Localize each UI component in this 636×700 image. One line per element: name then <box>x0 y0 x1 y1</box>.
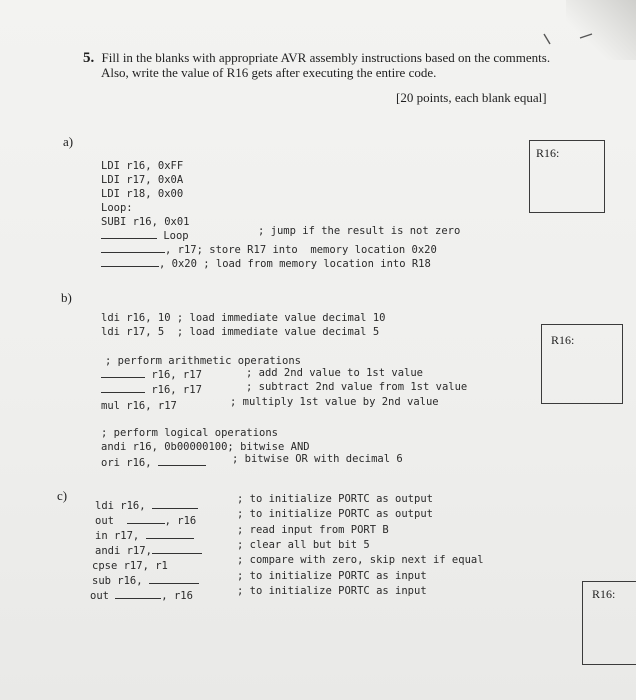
part-c-blank-row <box>92 574 199 588</box>
part-c-comment: ; to initialize PORTC as output <box>237 493 433 505</box>
part-b-label: b) <box>61 290 72 305</box>
part-c-code-fragment: in r17, <box>95 530 140 542</box>
part-a-label: a) <box>63 134 74 149</box>
answer-blank[interactable] <box>101 257 159 267</box>
part-a-code-fragment: Loop <box>163 230 189 242</box>
part-c-comment: ; to initialize PORTC as output <box>237 508 433 520</box>
part-c-blank-row <box>95 499 198 513</box>
question-number: 5. <box>83 50 95 66</box>
part-a-code-fragment: , r17; store R17 into memory location 0x20 <box>165 244 437 256</box>
part-a-code-line: LDI r17, 0x0A <box>101 174 184 186</box>
answer-blank[interactable] <box>152 499 198 509</box>
part-b-code-line: andi r16, 0b00000100; bitwise AND <box>101 441 310 453</box>
part-c-code-fragment: out <box>95 515 114 527</box>
part-b-code-fragment: r16, r17 <box>151 384 202 396</box>
answer-blank[interactable] <box>101 243 165 253</box>
question-instruction-line2: Also, write the value of R16 gets after executing the entire code. <box>101 65 437 80</box>
part-b-r16-label: R16: <box>551 333 575 347</box>
points-note: [20 points, each blank equal] <box>396 90 547 105</box>
part-c-code-fragment: sub r16, <box>92 575 143 587</box>
part-c-comment: ; to initialize PORTC as input <box>237 585 427 597</box>
part-b-blank-row <box>101 456 206 470</box>
part-c-code-line: cpse r17, r1 <box>92 560 168 572</box>
part-a-r16-label: R16: <box>536 146 560 160</box>
part-a-blank-row <box>101 229 189 243</box>
answer-blank[interactable] <box>101 383 145 393</box>
answer-blank[interactable] <box>115 589 161 599</box>
answer-blank[interactable] <box>101 229 157 239</box>
part-c-r16-label: R16: <box>592 587 616 601</box>
part-a-code-fragment: , 0x20 ; load from memory location into R18 <box>159 258 431 270</box>
part-c-blank-row <box>95 544 202 558</box>
part-b-code-line: ldi r16, 10 ; load immediate value decimal 10 <box>101 312 386 324</box>
part-b-comment: ; bitwise OR with decimal 6 <box>232 453 403 465</box>
part-b-code-line: ; perform arithmetic operations <box>105 355 301 367</box>
part-a-code-line: LDI r16, 0xFF <box>101 160 184 172</box>
part-b-code-fragment: r16, r17 <box>151 369 202 381</box>
part-a-blank-row <box>101 257 431 271</box>
pen-mark-icon <box>540 28 600 50</box>
part-b-code-fragment: ori r16, <box>101 457 152 469</box>
part-c-comment: ; compare with zero, skip next if equal <box>237 554 484 566</box>
part-b-blank-row <box>101 383 202 397</box>
part-c-code-fragment: , r16 <box>164 515 197 527</box>
part-b-blank-row <box>101 368 202 382</box>
part-a-blank-row <box>101 243 437 257</box>
part-c-blank-row <box>95 514 196 528</box>
part-a-code-line: LDI r18, 0x00 <box>101 188 184 200</box>
answer-blank[interactable] <box>146 529 194 539</box>
part-a-code-line: SUBI r16, 0x01 <box>101 216 190 228</box>
part-b-code-line: ; perform logical operations <box>101 427 279 439</box>
part-c-blank-row <box>95 529 194 543</box>
part-c-label: c) <box>57 488 68 503</box>
part-c-comment: ; read input from PORT B <box>237 524 389 536</box>
part-c-comment: ; to initialize PORTC as input <box>237 570 427 582</box>
part-a-code-line: Loop: <box>101 202 133 214</box>
question-instruction-line1: Fill in the blanks with appropriate AVR assembly instructions based on the comments. <box>101 50 551 65</box>
answer-blank[interactable] <box>152 544 202 554</box>
answer-blank[interactable] <box>101 368 145 378</box>
part-b-code-line: mul r16, r17 <box>101 400 177 412</box>
part-c-code-fragment: ldi r16, <box>95 500 146 512</box>
answer-blank[interactable] <box>149 574 199 584</box>
part-c-code-fragment: andi r17, <box>95 545 152 557</box>
part-c-code-fragment: , r16 <box>161 590 193 602</box>
part-b-comment: ; subtract 2nd value from 1st value <box>246 381 468 393</box>
part-b-comment: ; add 2nd value to 1st value <box>246 367 424 379</box>
answer-blank[interactable] <box>158 456 206 466</box>
question-header <box>83 50 550 66</box>
part-b-comment: ; multiply 1st value by 2nd value <box>230 396 439 408</box>
part-b-code-line: ldi r17, 5 ; load immediate value decimal 5 <box>101 326 380 338</box>
part-c-comment: ; clear all but bit 5 <box>237 539 370 551</box>
part-a-comment: ; jump if the result is not zero <box>258 225 461 237</box>
part-c-code-fragment: out <box>90 590 109 602</box>
answer-blank[interactable] <box>127 514 165 524</box>
part-c-blank-row <box>90 589 193 603</box>
